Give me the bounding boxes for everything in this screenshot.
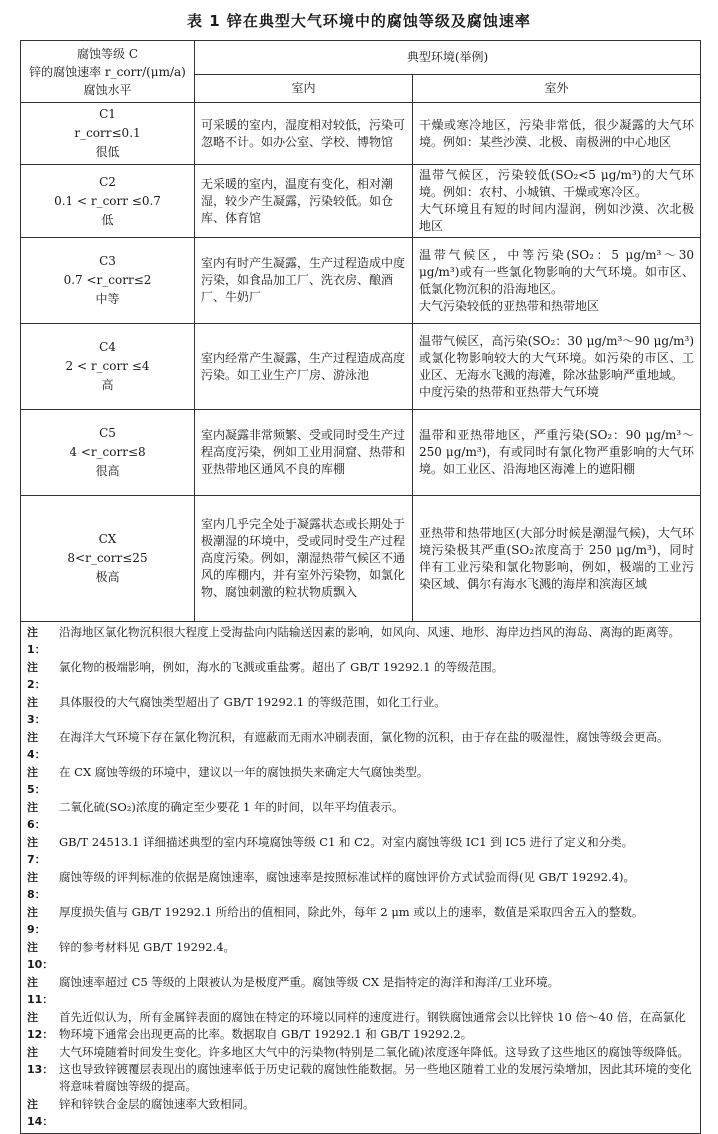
note-label: 注 13：	[27, 1046, 54, 1076]
note-item	[27, 869, 694, 903]
indoor-cell: 室内几乎完全处于凝露状态或长期处于极潮湿的环境中，受或同时受生产过程高度污染。例如，潮湿热带气候区不通风的库棚内，并有室外污染物，如氯化物、腐蚀刺激的粒状物质飘入	[195, 496, 413, 622]
note-item	[27, 974, 694, 1008]
grade: C5	[99, 426, 116, 440]
note-item	[27, 1096, 694, 1130]
level: 很低	[95, 145, 120, 159]
note-label: 注 1：	[27, 626, 46, 656]
note-item	[27, 1009, 694, 1043]
note-item	[27, 659, 694, 693]
level: 高	[101, 378, 114, 392]
header-left-cell	[21, 41, 195, 103]
table-row	[21, 165, 701, 238]
outdoor-extra-text: 大气污染较低的亚热带和热带地区	[419, 298, 600, 313]
table-row	[21, 324, 701, 410]
note-text: 锌和锌铁合金层的腐蚀速率大致相同。	[59, 1097, 255, 1111]
header-typical-env: 典型环境(举例)	[195, 41, 701, 75]
level: 极高	[95, 570, 120, 584]
header-indoor: 室内	[195, 75, 413, 103]
indoor-cell: 室内有时产生凝露，生产过程造成中度污染，如食品加工厂、洗衣房、酿酒厂、牛奶厂	[195, 238, 413, 324]
note-label: 注 10：	[27, 941, 54, 971]
table-row	[21, 103, 701, 165]
note-label: 注 2：	[27, 661, 46, 691]
note-item	[27, 799, 694, 833]
grade: CX	[98, 532, 117, 546]
notes-cell	[21, 622, 701, 1134]
level-cell	[21, 103, 195, 165]
rate: r_corr≤0.1	[74, 126, 141, 140]
note-label: 注 4：	[27, 731, 46, 761]
note-label: 注 11：	[27, 976, 54, 1006]
indoor-cell: 室内凝露非常频繁、受或同时受生产过程高度污染，例如工业用洞窟、热带和亚热带地区通风不良的库棚	[195, 410, 413, 496]
note-item	[27, 1044, 694, 1095]
rate: 8<r_corr≤25	[67, 551, 148, 565]
level: 很高	[95, 464, 120, 478]
note-label: 注 14：	[27, 1098, 54, 1128]
note-text: 具体服役的大气腐蚀类型超出了 GB/T 19292.1 的等级范围，如化工行业。	[59, 695, 446, 709]
outdoor-text: 亚热带和热带地区(大部分时候是潮湿气候)，大气环境污染极其严重(SO₂浓度高于 250 μg/m³)，同时伴有工业污染和氯化物影响，例如，极端的工业污染区域、偶尔有海水飞溅的海岸和滨海区域	[419, 525, 694, 591]
outdoor-cell	[413, 165, 701, 238]
level-cell	[21, 410, 195, 496]
grade: C4	[99, 340, 116, 354]
note-text: 沿海地区氯化物沉积很大程度上受海盐向内陆输送因素的影响，如风向、风速、地形、海岸边挡风的海岛、离海的距离等。	[59, 625, 680, 639]
grade: C3	[99, 254, 116, 268]
indoor-cell: 无采暖的室内，温度有变化，相对潮湿，较少产生凝露，污染较低。如仓库、体育馆	[195, 165, 413, 238]
note-label: 注 6：	[27, 801, 46, 831]
indoor-cell: 可采暖的室内，湿度相对较低，污染可忽略不计。如办公室、学校、博物馆	[195, 103, 413, 165]
notes-row	[21, 622, 701, 1134]
note-label: 注 7：	[27, 836, 46, 866]
note-item	[27, 939, 694, 973]
outdoor-extra-text: 中度污染的热带和亚热带大气环境	[419, 384, 600, 399]
note-label: 注 8：	[27, 871, 46, 901]
note-text: 大气环境随着时间发生变化。许多地区大气中的污染物(特别是二氧化硫)浓度逐年降低。这导致了这些地区的腐蚀等级降低。这也导致锌镀覆层表现出的腐蚀速率低于历史记载的腐蚀性能数据。另一些地区随着工业的发展污染增加，因此其环境的变化将意味着腐蚀等级的提高。	[59, 1045, 692, 1093]
outdoor-cell	[413, 103, 701, 165]
note-label: 注 5：	[27, 766, 46, 796]
header-rate-label: 锌的腐蚀速率 r_corr/(μm/a)	[29, 64, 186, 79]
outdoor-cell	[413, 238, 701, 324]
table-row	[21, 238, 701, 324]
rate: 0.1 < r_corr ≤0.7	[54, 193, 161, 208]
level: 低	[101, 212, 114, 227]
level-cell	[21, 165, 195, 238]
outdoor-text: 干燥或寒冷地区，污染非常低，很少凝露的大气环境。例如：某些沙漠、北极、南极洲的中心地区	[419, 117, 694, 149]
note-item	[27, 624, 694, 658]
level-cell	[21, 496, 195, 622]
note-text: 腐蚀等级的评判标准的依据是腐蚀速率，腐蚀速率是按照标准试样的腐蚀评价方式试验而得(见 GB/T 19292.4)。	[59, 870, 636, 884]
table-caption: 表 1 锌在典型大气环境中的腐蚀等级及腐蚀速率	[187, 12, 531, 30]
level: 中等	[95, 292, 120, 306]
outdoor-cell	[413, 324, 701, 410]
note-text: 在海洋大气环境下存在氯化物沉积，有遮蔽而无雨水冲刷表面，氯化物的沉积，由于存在盐的吸湿性，腐蚀等级会更高。	[59, 730, 669, 744]
outdoor-cell	[413, 410, 701, 496]
note-text: 氯化物的极端影响，例如，海水的飞溅或重盐雾。超出了 GB/T 19292.1 的等级范围。	[59, 660, 504, 674]
table-row	[21, 496, 701, 622]
note-label: 注 12：	[27, 1011, 54, 1041]
rate: 2 < r_corr ≤4	[65, 359, 150, 373]
corrosion-table	[20, 40, 701, 1134]
rate: 4 <r_corr≤8	[69, 445, 146, 459]
note-text: 厚度损失值与 GB/T 19292.1 所给出的值相同，除此外，每年 2 μm 或以上的速率，数值是采取四舍五入的整数。	[59, 905, 644, 919]
note-label: 注 3：	[27, 696, 46, 726]
header-outdoor: 室外	[413, 75, 701, 103]
outdoor-extra-text: 大气环境且有短的时间内湿润，例如沙漠、次北极地区	[419, 202, 694, 233]
table-row	[21, 410, 701, 496]
grade: C1	[99, 107, 116, 121]
outdoor-text: 温带和亚热带地区，严重污染(SO₂：90 μg/m³～250 μg/m³)，有或同时有氯化物严重影响的大气环境。如工业区、沿海地区海滩上的遮阳棚	[419, 428, 694, 476]
outdoor-cell	[413, 496, 701, 622]
note-label: 注 9：	[27, 906, 46, 936]
note-item	[27, 834, 694, 868]
outdoor-text: 温带气候区，污染较低(SO₂<5 μg/m³)的大气环境。例如：农村、小城镇、干燥或寒冷区。	[419, 168, 694, 199]
note-text: 锌的参考材料见 GB/T 19292.4。	[59, 940, 236, 954]
note-text: 在 CX 腐蚀等级的环境中，建议以一年的腐蚀损失来确定大气腐蚀类型。	[59, 765, 429, 779]
header-level-label: 腐蚀水平	[83, 82, 132, 97]
note-text: 首先近似认为，所有金属锌表面的腐蚀在特定的环境以同样的速度进行。钢铁腐蚀通常会以比锌快 10 倍～40 倍，在高氯化物环境下通常会出现更高的比率。数据取自 GB/T 19292.1 和 GB/T 19292.2。	[59, 1010, 686, 1041]
note-item	[27, 904, 694, 938]
rate: 0.7 <r_corr≤2	[63, 273, 152, 287]
note-item	[27, 729, 694, 763]
level-cell	[21, 238, 195, 324]
outdoor-text: 温带气候区，高污染(SO₂：30 μg/m³～90 μg/m³)或氯化物影响较大的大气环境。如污染的市区、工业区、无海水飞溅的海滩，除冰盐影响严重地域。	[419, 333, 694, 382]
note-item	[27, 764, 694, 798]
grade: C2	[99, 174, 116, 189]
note-item	[27, 694, 694, 728]
outdoor-text: 温带气候区，中等污染(SO₂：5 μg/m³～30 μg/m³)或有一些氯化物影响的大气环境。如市区、低氯化物沉积的沿海地区。	[419, 247, 694, 296]
level-cell	[21, 324, 195, 410]
note-text: 二氧化硫(SO₂)浓度的确定至少要花 1 年的时间，以年平均值表示。	[59, 800, 404, 814]
header-grade-label: 腐蚀等级 C	[77, 46, 138, 61]
note-text: GB/T 24513.1 详细描述典型的室内环境腐蚀等级 C1 和 C2。对室内腐蚀等级 IC1 到 IC5 进行了定义和分类。	[59, 835, 634, 849]
note-text: 腐蚀速率超过 C5 等级的上限被认为是极度严重。腐蚀等级 CX 是指特定的海洋和海洋/工业环境。	[59, 975, 560, 989]
indoor-cell: 室内经常产生凝露，生产过程造成高度污染。如工业生产厂房、游泳池	[195, 324, 413, 410]
